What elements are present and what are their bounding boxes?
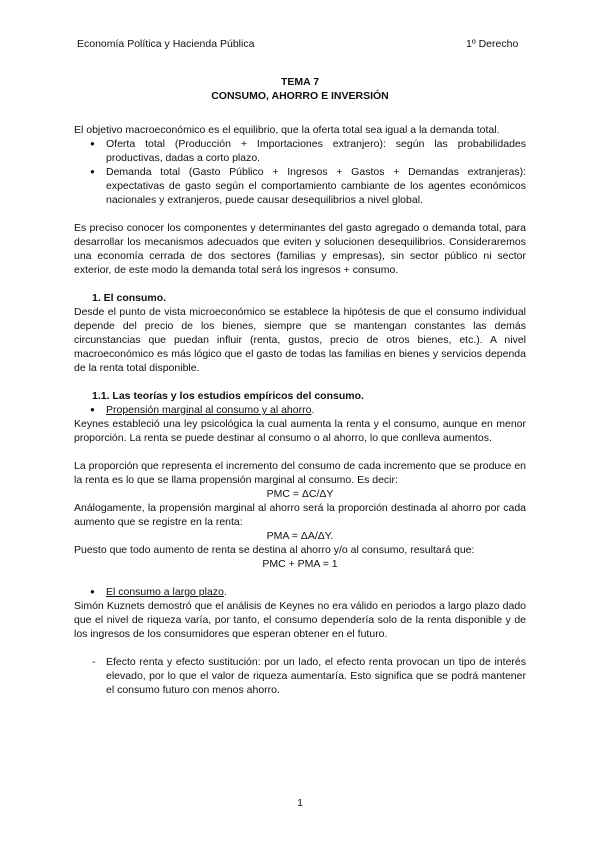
paragraph: Simón Kuznets demostró que el análisis de Keynes no era válido en periodos a largo plazo dado que el nivel de riqueza varía, por tanto, el consumo dependería solo de la renta disponible y de los ingresos de los consumidores que esperan obtener en el futuro.: [74, 600, 526, 640]
formula: PMA = ΔA/ΔY.: [266, 530, 334, 542]
paragraph: Puesto que todo aumento de renta se destina al ahorro y/o al consumo, resultará que:: [74, 544, 475, 556]
topic-number: TEMA 7: [280, 76, 320, 88]
dash-list-item: - Efecto renta y efecto sustitución: por un lado, el efecto renta provocan un tipo de interés elevado, por lo que el valor de riqueza aumentaría. Esto significa que se podrá mantener el consumo futuro con menos ahorro.: [74, 655, 526, 697]
list-item: ● Demanda total (Gasto Público + Ingresos + Gastos + Demandas extranjeras): expectativas de gasto según el comportamiento cambiante de los agentes económicos nacionales y extranjeros, puede causar desequilibrios a nivel global.: [74, 165, 526, 207]
paragraph: Es preciso conocer los componentes y determinantes del gasto agregado o demanda total, para desarrollar los mecanismos adecuados que eviten y solucionen desequilibrios. Consideraremos una economía cerrada de dos sectores (familias y empresas), sin sector público ni sector exterior, de este modo la demanda total será los ingresos + consumo.: [74, 222, 526, 276]
formula: PMC + PMA = 1: [262, 558, 338, 570]
subtopic-heading: [74, 403, 526, 417]
list-item: ● Oferta total (Producción + Importaciones extranjero): según las probabilidades productivas, dadas a corto plazo.: [74, 137, 526, 165]
header-course-title: Economía Política y Hacienda Pública: [77, 38, 255, 50]
subtopic-period: .: [311, 404, 315, 416]
document-body: [74, 123, 526, 697]
section-heading: 1. El consumo.: [92, 292, 167, 304]
subtopic-heading: [74, 585, 526, 599]
subtopic-title: El consumo a largo plazo: [106, 586, 224, 598]
topic-title: CONSUMO, AHORRO E INVERSIÓN: [211, 90, 389, 102]
page-number: 1: [297, 797, 303, 809]
supply-demand-list: [74, 137, 526, 207]
subtopic-period: .: [223, 586, 227, 598]
paragraph: Análogamente, la propensión marginal al ahorro será la proporción destinada al ahorro por cada aumento que se registre en la renta:: [74, 502, 526, 528]
formula: PMC = ΔC/ΔY: [266, 488, 334, 500]
header-year: 1º Derecho: [466, 38, 519, 50]
paragraph: Keynes estableció una ley psicológica la cual aumenta la renta y el consumo, aunque en menor proporción. La renta se puede destinar al consumo o al ahorro, lo que conlleva aumentos.: [74, 418, 526, 444]
subsection-heading: 1.1. Las teorías y los estudios empíricos del consumo.: [92, 390, 364, 402]
intro-paragraph: El objetivo macroeconómico es el equilibrio, que la oferta total sea igual a la demanda total.: [74, 124, 500, 136]
paragraph: Desde el punto de vista microeconómico se establece la hipótesis de que el consumo individual depende del precio de los bienes, siempre que se mantengan constantes las demás circunstancias que puedan influir (renta, gustos, precio de otros bienes, etc.). A nivel macroeconómico es más lógico que el gasto de todas las familias en bienes y servicios dependa de la renta total disponible.: [74, 306, 526, 374]
paragraph: La proporción que representa el incremento del consumo de cada incremento que se produce en la renta es lo que se llama propensión marginal al consumo. Es decir:: [74, 460, 526, 486]
subtopic-title: Propensión marginal al consumo y al ahorro: [106, 404, 312, 416]
